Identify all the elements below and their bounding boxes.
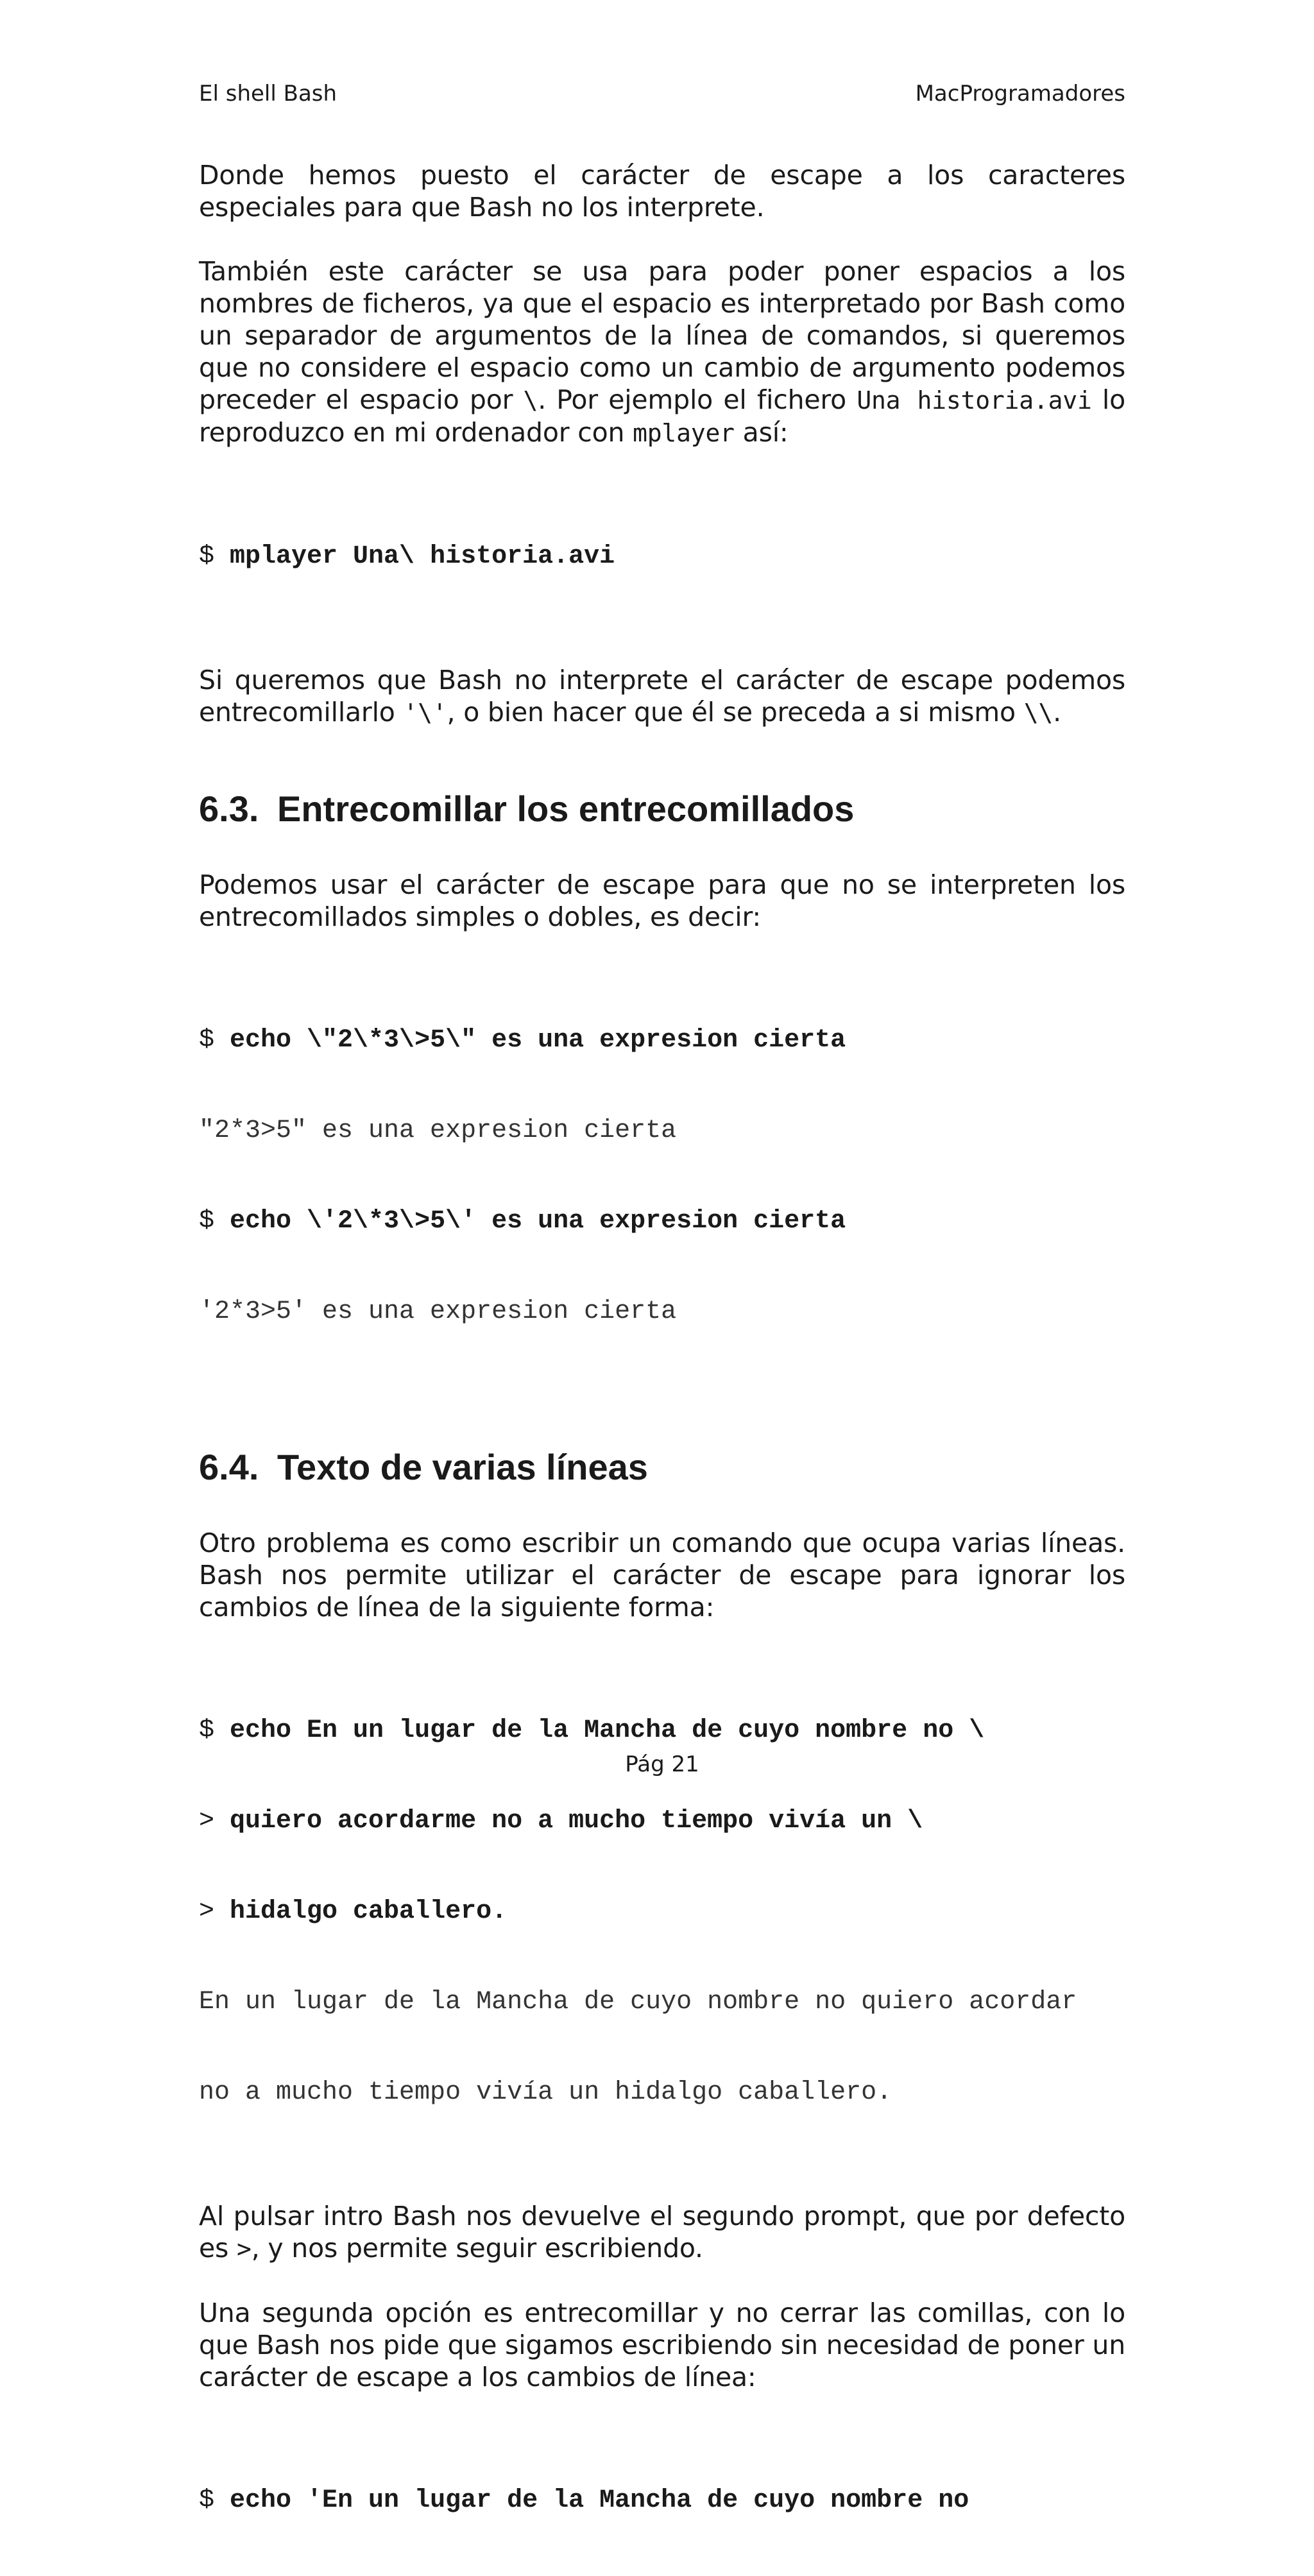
paragraph-text: También este carácter se usa para poder poner espacios a los nombres de ficheros, ya que el espacio es interpretado por Bash como un separador de argumentos de la línea de comandos, si queremos que no considere el espacio como un cambio de argumento podemos preceder el espacio por [199,256,1125,415]
code-line [199,1206,1125,1236]
shell-command: echo 'En un lugar de la Mancha de cuyo nombre no [230,2486,969,2515]
shell-secondary-prompt: > [199,1897,230,1926]
paragraph-escape-the-escape [199,664,1125,729]
paragraph-escape-explanation: Donde hemos puesto el carácter de escape a los caracteres especiales para que Bash no los interprete. [199,160,1125,223]
code-line [199,1897,1125,1927]
paragraph-second-prompt [199,2200,1125,2265]
shell-command: echo \"2\*3\>5\" es una expresion cierta [230,1026,846,1055]
paragraph-text: lo reproduzco en mi ordenador con [199,384,1125,448]
paragraph-text: Si queremos que Bash no interprete el carácter de escape podemos entrecomillarlo [199,665,1125,728]
paragraph-text: , y nos permite seguir escribiendo. [251,2233,703,2264]
shell-command: hidalgo caballero. [230,1897,508,1926]
shell-command: quiero acordarme no a mucho tiempo vivía un \ [230,1807,923,1836]
paragraph-multiline-commands: Otro problema es como escribir un comando que ocupa varias líneas. Bash nos permite utilizar el carácter de escape para ignorar los cambios de línea de la siguiente forma: [199,1528,1125,1623]
inline-code-backslash: \ [523,386,538,414]
shell-prompt: $ [199,1207,230,1236]
inline-code-double-backslash: \\ [1023,699,1054,727]
inline-code-gt: > [237,2235,252,2263]
code-output-line: En un lugar de la Mancha de cuyo nombre no quiero acordar [199,1988,1077,2017]
shell-prompt: $ [199,2486,230,2515]
shell-command: echo \'2\*3\>5\' es una expresion cierta [230,1207,846,1236]
code-line [199,542,1125,572]
inline-code-filename: Una historia.avi [857,386,1092,414]
section-title: Texto de varias líneas [277,1447,648,1487]
code-output-line: "2*3>5" es una expresion cierta [199,1116,677,1145]
page-number: Pág 21 [625,1752,699,1777]
code-output-line: no a mucho tiempo vivía un hidalgo caballero. [199,2078,892,2107]
paragraph-escape-quotes: Podemos usar el carácter de escape para que no se interpreten los entrecomillados simples o dobles, es decir: [199,869,1125,932]
inline-code-mplayer: mplayer [633,419,735,447]
shell-command: mplayer Una\ historia.avi [230,542,615,571]
code-output-line: '2*3>5' es una expresion cierta [199,1297,677,1326]
document-page [199,0,1125,2515]
code-line [199,1806,1125,1836]
section-heading-6-4 [199,1446,1125,1488]
code-block-echo-quotes [199,965,1125,1387]
header-book-title: El shell Bash [199,81,337,107]
paragraph-text: . [1053,697,1061,728]
section-heading-6-3 [199,788,1125,830]
code-block-open-quote-echo [199,2425,1125,2576]
section-title: Entrecomillar los entrecomillados [277,789,855,829]
paragraph-spaces-in-filenames [199,255,1125,449]
header-site-name: MacProgramadores [915,81,1125,107]
code-line [199,2486,1125,2516]
code-line [199,1716,1125,1746]
shell-prompt: $ [199,1716,230,1745]
code-line [199,1025,1125,1055]
shell-prompt: $ [199,1026,230,1055]
section-number: 6.4. [199,1447,259,1487]
paragraph-text: así: [734,417,789,448]
code-block-mplayer [199,481,1125,632]
shell-prompt: $ [199,542,230,571]
shell-command: echo En un lugar de la Mancha de cuyo nombre no \ [230,1716,985,1745]
paragraph-text: Al pulsar intro Bash nos devuelve el segundo prompt, que por defecto es [199,2201,1125,2264]
section-number: 6.3. [199,789,259,829]
shell-secondary-prompt: > [199,1807,230,1836]
paragraph-text: . Por ejemplo el fichero [538,384,857,415]
inline-code-quoted-backslash: '\' [403,699,447,727]
paragraph-text: , o bien hacer que él se preceda a si mismo [447,697,1024,728]
paragraph-open-quotes: Una segunda opción es entrecomillar y no cerrar las comillas, con lo que Bash nos pide que sigamos escribiendo sin necesidad de poner un carácter de escape a los cambios de línea: [199,2298,1125,2393]
code-block-multiline-echo [199,1655,1125,2168]
page-body [199,159,1125,2576]
